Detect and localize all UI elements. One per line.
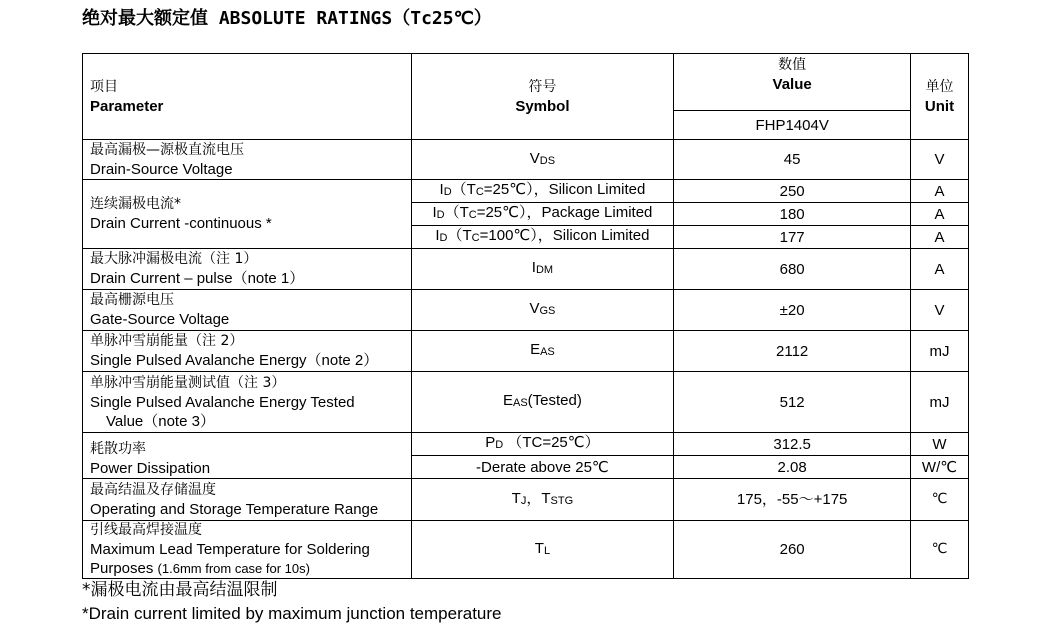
value-cell: 175，-55～+175 bbox=[674, 479, 911, 521]
row-label-cn: 最高漏极—源极直流电压 bbox=[90, 141, 244, 158]
symbol-sub: DS bbox=[539, 154, 556, 167]
table-row bbox=[83, 140, 969, 180]
row-label-en: Gate-Source Voltage bbox=[90, 311, 230, 328]
value-cell: 312.5 bbox=[674, 433, 911, 456]
footnote-cn: *漏极电流由最高结温限制 bbox=[82, 580, 278, 600]
row-label-cn: 最高栅源电压 bbox=[90, 292, 174, 308]
unit-cell: ℃ bbox=[911, 521, 969, 579]
symbol-cell bbox=[411, 140, 674, 180]
condition-text: （TC=25℃） bbox=[503, 434, 600, 451]
table-row bbox=[83, 290, 969, 331]
symbol-main: T bbox=[534, 539, 544, 557]
symbol-main: I bbox=[432, 204, 437, 221]
table-row bbox=[83, 372, 969, 433]
unit-cell: A bbox=[911, 226, 969, 249]
table-row bbox=[83, 479, 969, 521]
symbol-sub: D bbox=[439, 232, 448, 244]
unit-cell: W bbox=[911, 433, 969, 456]
symbol-sub: GS bbox=[539, 305, 556, 317]
symbol-main: E bbox=[502, 392, 513, 409]
value-cell: 2112 bbox=[674, 331, 911, 372]
condition-text: （T bbox=[451, 181, 476, 198]
symbol-cell bbox=[411, 290, 674, 331]
row-label-en-cont: Value（note 3） bbox=[106, 412, 215, 430]
row-label-en-cont: Purposes bbox=[90, 560, 154, 577]
table-header-row bbox=[83, 54, 969, 111]
unit-cell: W/℃ bbox=[911, 456, 969, 479]
row-label-cn: 单脉冲雪崩能量测试值（注 3） bbox=[90, 374, 286, 391]
unit-cell: ℃ bbox=[911, 479, 969, 521]
row-label-cn: 引线最高焊接温度 bbox=[90, 522, 202, 538]
symbol-main-2: T bbox=[541, 489, 551, 507]
value-cell: 2.08 bbox=[674, 456, 911, 479]
symbol-sub: AS bbox=[540, 346, 555, 358]
value-cell: 512 bbox=[674, 372, 911, 433]
condition-sub: C bbox=[471, 232, 480, 244]
row-label-cn: 单脉冲雪崩能量（注 2） bbox=[90, 333, 244, 349]
row-label-cn: 最大脉冲漏极电流（注 1） bbox=[90, 251, 258, 267]
header-symbol bbox=[411, 54, 674, 140]
row-label-en: Operating and Storage Temperature Range bbox=[90, 500, 379, 518]
row-label-en: Maximum Lead Temperature for Soldering bbox=[90, 541, 370, 558]
row-label-en: Drain Current -continuous * bbox=[90, 215, 272, 232]
header-value-en: Value bbox=[772, 76, 812, 93]
row-label-en: Drain-Source Voltage bbox=[90, 160, 233, 178]
header-symbol-en: Symbol bbox=[515, 97, 570, 115]
row-label-note: (1.6mm from case for 10s) bbox=[157, 561, 310, 576]
row-label-en: Single Pulsed Avalanche Energy（note 2） bbox=[90, 352, 379, 369]
symbol-cell bbox=[411, 226, 674, 249]
table-row bbox=[83, 521, 969, 579]
value-cell: 177 bbox=[674, 226, 911, 249]
row-label-cn: 连续漏极电流* bbox=[90, 196, 181, 212]
condition-rest: =100℃），Silicon Limited bbox=[479, 227, 650, 244]
header-unit bbox=[911, 54, 969, 140]
row-label-cn: 最高结温及存储温度 bbox=[90, 481, 216, 498]
symbol-cell bbox=[411, 249, 674, 290]
symbol-cell bbox=[411, 331, 674, 372]
unit-cell: mJ bbox=[911, 372, 969, 433]
symbol-main: V bbox=[529, 149, 540, 167]
unit-cell: V bbox=[911, 290, 969, 331]
table-row bbox=[83, 331, 969, 372]
unit-cell: V bbox=[911, 140, 969, 180]
symbol-sub: L bbox=[543, 544, 551, 557]
unit-cell: A bbox=[911, 180, 969, 203]
symbol-cell bbox=[411, 479, 674, 521]
symbol-sub: D bbox=[443, 186, 452, 198]
table-row bbox=[83, 249, 969, 290]
symbol-cell bbox=[411, 433, 674, 456]
unit-cell: A bbox=[911, 249, 969, 290]
header-value-cn: 数值 bbox=[778, 57, 807, 73]
row-label-en: Power Dissipation bbox=[90, 459, 211, 477]
symbol-main: I bbox=[435, 227, 440, 244]
page-title: 绝对最大额定值 ABSOLUTE RATINGS（Tc25℃） bbox=[82, 8, 492, 29]
value-cell: 680 bbox=[674, 249, 911, 290]
symbol-cell bbox=[411, 372, 674, 433]
table-row bbox=[83, 180, 969, 203]
symbol-main: E bbox=[530, 341, 541, 358]
header-parameter-cn: 项目 bbox=[90, 78, 118, 95]
symbol-main: V bbox=[529, 300, 540, 317]
symbol-cell bbox=[411, 203, 674, 226]
condition-text: （T bbox=[444, 204, 469, 221]
condition-rest: =25℃），Package Limited bbox=[476, 204, 653, 221]
condition-rest: =25℃），Silicon Limited bbox=[483, 181, 646, 198]
value-cell: 180 bbox=[674, 203, 911, 226]
row-label-en: Drain Current – pulse（note 1） bbox=[90, 270, 305, 287]
header-unit-cn: 单位 bbox=[925, 78, 954, 95]
row-label-en: Single Pulsed Avalanche Energy Tested bbox=[90, 393, 355, 411]
absolute-ratings-table bbox=[82, 53, 969, 579]
value-cell: 260 bbox=[674, 521, 911, 579]
symbol-sub: D bbox=[495, 439, 504, 451]
symbol-main: P bbox=[485, 434, 496, 451]
symbol-sub: J bbox=[520, 494, 527, 507]
header-symbol-cn: 符号 bbox=[528, 78, 557, 95]
symbol-main: T bbox=[511, 489, 521, 507]
symbol-cell bbox=[411, 521, 674, 579]
header-parameter bbox=[83, 54, 412, 140]
symbol-sub-2: STG bbox=[550, 494, 574, 507]
row-label-cn: 耗散功率 bbox=[90, 440, 146, 457]
value-cell: 45 bbox=[674, 140, 911, 180]
unit-cell: A bbox=[911, 203, 969, 226]
symbol-main: I bbox=[531, 259, 536, 276]
symbol-cell: -Derate above 25℃ bbox=[411, 456, 674, 479]
value-cell: ±20 bbox=[674, 290, 911, 331]
condition-text: （T bbox=[447, 227, 472, 244]
value-cell: 250 bbox=[674, 180, 911, 203]
footnote-en: *Drain current limited by maximum junction temperature bbox=[82, 604, 502, 623]
condition-sub: C bbox=[468, 209, 477, 221]
unit-cell: mJ bbox=[911, 331, 969, 372]
symbol-separator: ， bbox=[526, 489, 542, 507]
symbol-main: I bbox=[439, 181, 444, 198]
header-parameter-en: Parameter bbox=[90, 97, 164, 115]
header-unit-en: Unit bbox=[924, 97, 955, 115]
header-part-number: FHP1404V bbox=[674, 111, 911, 140]
condition-sub: C bbox=[475, 186, 484, 198]
symbol-suffix: (Tested) bbox=[527, 392, 582, 409]
symbol-sub: D bbox=[436, 209, 445, 221]
symbol-sub: DM bbox=[535, 264, 554, 276]
table-row bbox=[83, 433, 969, 456]
symbol-cell bbox=[411, 180, 674, 203]
symbol-sub: AS bbox=[512, 397, 528, 409]
header-value bbox=[674, 54, 911, 111]
